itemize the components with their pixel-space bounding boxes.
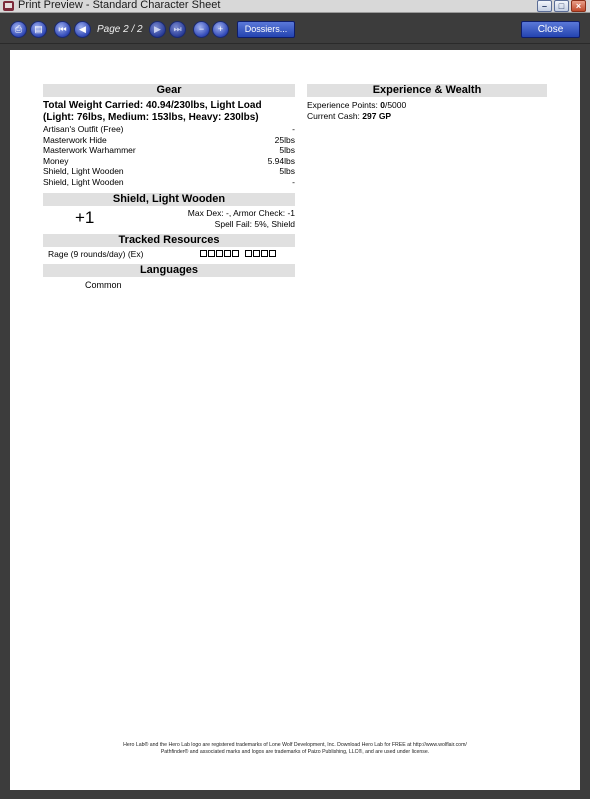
previous-page-icon[interactable]: ◀ xyxy=(74,21,91,38)
tracking-checkbox[interactable] xyxy=(216,250,223,257)
languages-header: Languages xyxy=(43,264,295,277)
preview-page xyxy=(10,50,580,790)
window-title: Print Preview - Standard Character Sheet xyxy=(18,0,221,11)
gear-item-name: Masterwork Warhammer xyxy=(43,145,136,155)
gear-item-name: Artisan's Outfit (Free) xyxy=(43,124,124,134)
next-page-icon[interactable]: ▶ xyxy=(149,21,166,38)
toolbar xyxy=(0,14,590,44)
tracking-checkbox[interactable] xyxy=(245,250,252,257)
shield-block xyxy=(43,206,295,232)
gear-item xyxy=(43,177,295,188)
xp-label: Experience Points: xyxy=(307,100,381,110)
gear-item-weight: - xyxy=(292,176,295,187)
gear-total-line1: Total Weight Carried: 40.94/230lbs, Light Load xyxy=(43,100,262,111)
last-page-icon[interactable]: ⏭ xyxy=(169,21,186,38)
tracked-resources-header: Tracked Resources xyxy=(43,234,295,247)
dossiers-button[interactable]: Dossiers... xyxy=(237,21,295,38)
gear-item-weight: 5lbs xyxy=(279,166,295,176)
print-icon[interactable]: ⎙ xyxy=(10,21,27,38)
gear-total-line2: (Light: 76lbs, Medium: 153lbs, Heavy: 230lbs) xyxy=(43,112,259,123)
gear-item-name: Money xyxy=(43,155,69,166)
tracking-checkbox[interactable] xyxy=(232,250,239,257)
footer-line2: Pathfinder® and associated marks and logos are trademarks of Paizo Publishing, LLC®, and are used under license. xyxy=(160,749,430,755)
close-button[interactable]: Close xyxy=(521,21,580,38)
page-indicator: Page 2 / 2 xyxy=(97,24,143,35)
gear-item-weight: 25lbs xyxy=(274,134,295,145)
legal-footer xyxy=(10,742,580,756)
gear-item xyxy=(43,156,295,167)
language-item: Common xyxy=(85,280,122,290)
shield-bonus: +1 xyxy=(75,208,95,227)
gear-item-name: Masterwork Hide xyxy=(43,134,107,145)
cash-value: 297 GP xyxy=(362,110,392,121)
tracking-checkbox[interactable] xyxy=(253,250,260,257)
maximize-button[interactable]: □ xyxy=(554,0,569,12)
gear-list xyxy=(43,124,295,187)
gear-item-name: Shield, Light Wooden xyxy=(43,166,124,176)
gear-item-weight: - xyxy=(292,124,295,134)
experience-points xyxy=(307,100,547,111)
first-page-icon[interactable]: ⏮ xyxy=(54,21,71,38)
tracking-checkbox[interactable] xyxy=(269,250,276,257)
tracked-resource-checkboxes xyxy=(200,250,277,257)
window-close-button[interactable]: × xyxy=(571,0,586,12)
gear-total-weight xyxy=(43,100,295,124)
xp-max: /5000 xyxy=(384,100,407,110)
tracking-checkbox[interactable] xyxy=(208,250,215,257)
zoom-out-icon[interactable]: − xyxy=(193,21,210,38)
gear-item-weight: 5lbs xyxy=(279,145,295,155)
footer-line1: Hero Lab® and the Hero Lab logo are registered trademarks of Lone Wolf Development, Inc. Download Hero Lab for FREE at http://www.wolflair.com/ xyxy=(123,742,467,748)
gear-header: Gear xyxy=(43,84,295,97)
experience-header: Experience & Wealth xyxy=(307,84,547,97)
title-bar xyxy=(0,0,590,13)
right-column xyxy=(307,84,547,121)
cash-label: Current Cash: xyxy=(307,110,363,121)
zoom-in-icon[interactable]: + xyxy=(212,21,229,38)
xp-current: 0 xyxy=(380,100,385,110)
current-cash xyxy=(307,111,547,122)
gear-item-name: Shield, Light Wooden xyxy=(43,176,124,187)
tracked-resource-row xyxy=(43,249,295,261)
tracked-resource-label: Rage (9 rounds/day) (Ex) xyxy=(48,249,144,259)
gear-item xyxy=(43,124,295,135)
minimize-button[interactable]: – xyxy=(537,0,552,12)
tracking-checkbox[interactable] xyxy=(261,250,268,257)
left-column xyxy=(43,84,295,290)
gear-item xyxy=(43,135,295,146)
export-pdf-icon[interactable]: ▤ xyxy=(30,21,47,38)
gear-item-weight: 5.94lbs xyxy=(267,155,295,166)
tracking-checkbox[interactable] xyxy=(200,250,207,257)
tracking-checkbox[interactable] xyxy=(224,250,231,257)
gear-item xyxy=(43,145,295,156)
shield-details-line2: Spell Fail: 5%, Shield xyxy=(214,219,295,229)
shield-header: Shield, Light Wooden xyxy=(43,193,295,206)
shield-details xyxy=(188,208,295,230)
shield-details-line1: Max Dex: -, Armor Check: -1 xyxy=(187,208,295,218)
gear-item xyxy=(43,166,295,177)
app-icon xyxy=(3,1,14,11)
